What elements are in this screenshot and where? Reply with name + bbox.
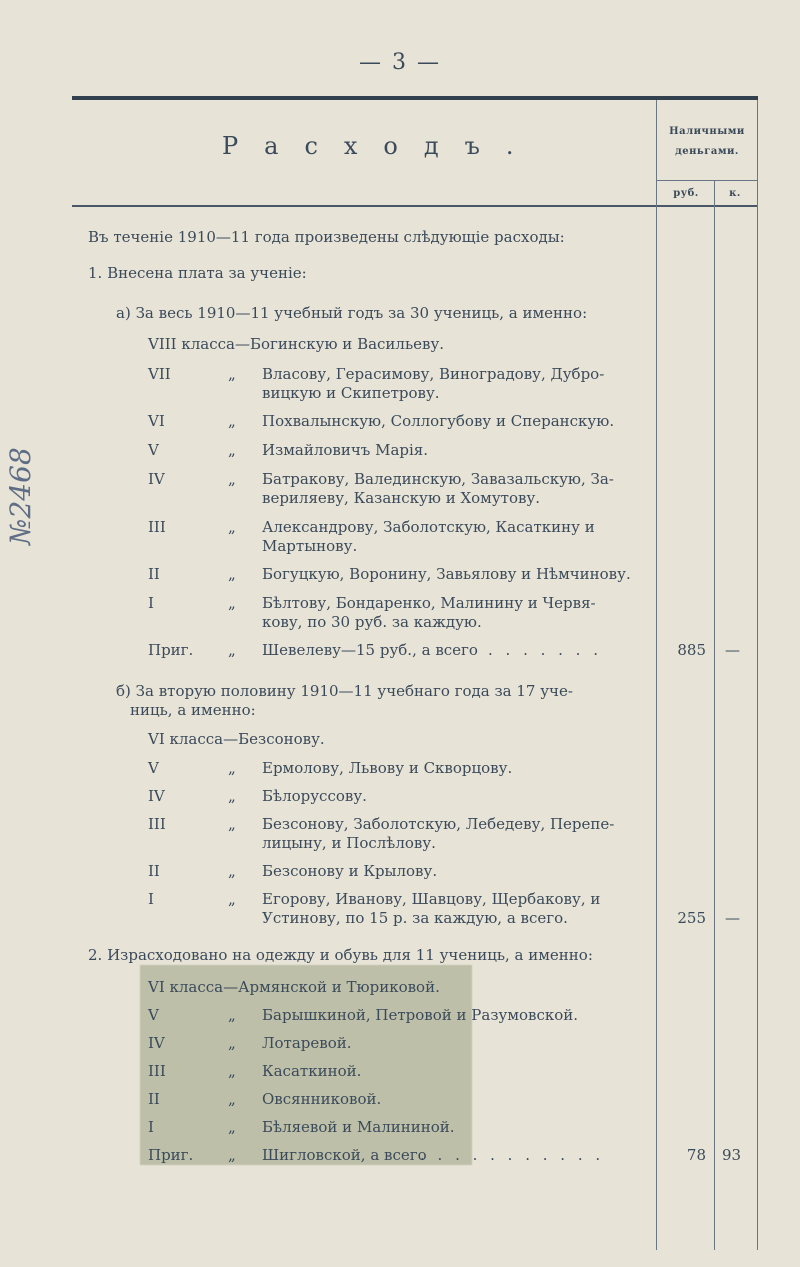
- subsection-b-title-cont: ниць, а именно:: [130, 701, 256, 719]
- b-row-1-class: I: [148, 890, 154, 908]
- b-row-2-names: Безсонову и Крылову.: [262, 862, 438, 880]
- kop-column-header: к.: [729, 188, 741, 199]
- b-row-1-names-cont: Устинову, по 15 р. за каждую, а всего.: [262, 909, 568, 927]
- a-row-8: VIII класса—Богинскую и Васильеву.: [148, 335, 445, 353]
- b-row-4-quote: „: [228, 787, 236, 805]
- s2-row-5-class: V: [148, 1006, 159, 1024]
- a-row-6-quote: „: [228, 412, 236, 430]
- amount-column-line: [656, 100, 657, 1250]
- s2-row-2-quote: „: [228, 1090, 236, 1108]
- b-row-1-names: Егорову, Иванову, Шавцову, Щербакову, и: [262, 890, 601, 908]
- b-row-5-quote: „: [228, 759, 236, 777]
- leader-dots: . . . . . . .: [488, 641, 602, 659]
- s2-row-prep-quote: „: [228, 1146, 236, 1164]
- s2-row-prep-class: Приг.: [148, 1146, 194, 1164]
- s2-row-3-quote: „: [228, 1062, 236, 1080]
- b-row-1-quote: „: [228, 890, 236, 908]
- a-row-4-names: Батракову, Валединскую, Завазальскую, За-: [262, 470, 614, 488]
- a-row-5-quote: „: [228, 441, 236, 459]
- b-row-4-names: Бѣлоруссову.: [262, 787, 367, 805]
- s2-row-1-names: Бѣляевой и Малининой.: [262, 1118, 455, 1136]
- a-row-6-class: VI: [148, 412, 165, 430]
- b-row-4-class: IV: [148, 787, 165, 805]
- rub-kop-divider: [714, 180, 715, 1250]
- b-row-3-names-cont: лицыну, и Послѣлову.: [262, 834, 436, 852]
- section-1-title: 1. Внесена плата за ученіе:: [88, 264, 307, 282]
- a-row-6-names: Похвалынскую, Соллогубову и Сперанскую.: [262, 412, 615, 430]
- s2-row-1-class: I: [148, 1118, 154, 1136]
- subsection-a-title: а) За весь 1910—11 учебный годъ за 30 учениць, а именно:: [116, 304, 588, 322]
- a-row-7-names-cont: вицкую и Скипетрову.: [262, 384, 440, 402]
- b-row-5-class: V: [148, 759, 159, 777]
- handwritten-inventory-number: №2468: [4, 447, 37, 545]
- s2-row-4-quote: „: [228, 1034, 236, 1052]
- a-row-1-quote: „: [228, 594, 236, 612]
- a-row-5-class: V: [148, 441, 159, 459]
- a-row-3-class: III: [148, 518, 166, 536]
- s2-row-2-names: Овсянниковой.: [262, 1090, 382, 1108]
- rub-column-header: руб.: [673, 188, 699, 199]
- a-row-1-names-cont: кову, по 30 руб. за каждую.: [262, 613, 482, 631]
- b-row-3-quote: „: [228, 815, 236, 833]
- b-row-5-names: Ермолову, Львову и Скворцову.: [262, 759, 513, 777]
- a-row-1-names: Бѣлтову, Бондаренко, Малинину и Червя-: [262, 594, 596, 612]
- a-row-1-class: I: [148, 594, 154, 612]
- cash-column-header: Наличными деньгами.: [669, 126, 745, 157]
- a-row-3-names: Александрову, Заболотскую, Касаткину и: [262, 518, 595, 536]
- a-total-rub: 885: [677, 641, 706, 659]
- a-row-2-names: Богуцкую, Воронину, Завьялову и Нѣмчинову.: [262, 565, 631, 583]
- a-row-prep-quote: „: [228, 641, 236, 659]
- intro-text: Въ теченіе 1910—11 года произведены слѣдующіе расходы:: [88, 228, 565, 246]
- s2-row-5-quote: „: [228, 1006, 236, 1024]
- s2-row-4-class: IV: [148, 1034, 165, 1052]
- a-row-5-names: Измайловичъ Марія.: [262, 441, 429, 459]
- s2-total-kop: 93: [722, 1146, 742, 1164]
- subsection-b-title: б) За вторую половину 1910—11 учебнаго года за 17 уче-: [116, 682, 573, 700]
- a-row-3-names-cont: Мартынову.: [262, 537, 358, 555]
- right-column-line: [757, 100, 758, 1250]
- header-subrule: [657, 180, 757, 181]
- a-row-prep-class: Приг.: [148, 641, 194, 659]
- s2-row-4-names: Лотаревой.: [262, 1034, 352, 1052]
- a-row-4-quote: „: [228, 470, 236, 488]
- s2-total-rub: 78: [686, 1146, 706, 1164]
- a-row-4-names-cont: вериляеву, Казанскую и Хомутову.: [262, 489, 541, 507]
- section-title: Расходъ.: [222, 132, 540, 160]
- s2-row-3-class: III: [148, 1062, 166, 1080]
- a-row-4-class: IV: [148, 470, 165, 488]
- b-row-2-quote: „: [228, 862, 236, 880]
- leader-dots: . . . . . . . . . . .: [420, 1146, 605, 1164]
- a-row-2-class: II: [148, 565, 160, 583]
- s2-row-5-names: Барышкиной, Петровой и Разумовской.: [262, 1006, 579, 1024]
- s2-row-1-quote: „: [228, 1118, 236, 1136]
- a-row-2-quote: „: [228, 565, 236, 583]
- s2-row-6: VI класса—Армянской и Тюриковой.: [148, 978, 440, 996]
- a-row-3-quote: „: [228, 518, 236, 536]
- section-2-title: 2. Израсходовано на одежду и обувь для 11 учениць, а именно:: [88, 946, 593, 964]
- page-number: — 3 —: [359, 50, 441, 75]
- s2-row-prep-names: Шигловской, а всего: [262, 1146, 427, 1164]
- a-row-7-names: Власову, Герасимову, Виноградову, Дубро-: [262, 365, 605, 383]
- b-row-6: VI класса—Безсонову.: [148, 730, 325, 748]
- b-total-rub: 255: [677, 909, 706, 927]
- s2-row-3-names: Касаткиной.: [262, 1062, 362, 1080]
- a-row-7-quote: „: [228, 365, 236, 383]
- a-row-7-class: VII: [148, 365, 171, 383]
- a-total-kop: —: [725, 641, 740, 659]
- b-total-kop: —: [725, 909, 740, 927]
- b-row-2-class: II: [148, 862, 160, 880]
- b-row-3-names: Безсонову, Заболотскую, Лебедеву, Перепе-: [262, 815, 615, 833]
- s2-row-2-class: II: [148, 1090, 160, 1108]
- b-row-3-class: III: [148, 815, 166, 833]
- a-row-prep-names: Шевелеву—15 руб., а всего: [262, 641, 478, 659]
